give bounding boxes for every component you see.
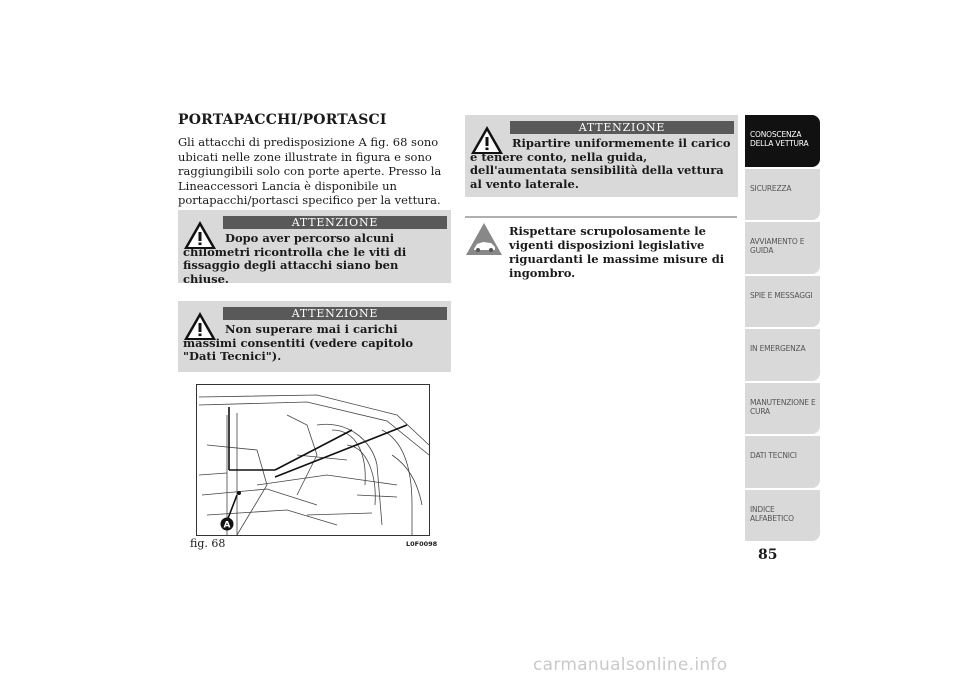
warning-text: Ripartire uniformemente il carico e tenere conto, nella guida, dell'aumentata sensibilità della vettura al vento laterale. <box>470 136 731 191</box>
tab-label: SPIE E MESSAGGI <box>750 290 813 300</box>
tab-label: MANUTENZIONE E CURA <box>750 397 816 416</box>
tab-label: IN EMERGENZA <box>750 344 806 353</box>
tab-dati-tecnici[interactable] <box>745 436 820 488</box>
page-number: 85 <box>758 547 778 563</box>
figure-marker-label: A <box>223 520 231 531</box>
divider <box>465 216 737 218</box>
chapter-tabs <box>745 115 820 543</box>
tab-avviamento-e-guida[interactable] <box>745 222 820 274</box>
warning-label: ATTENZIONE <box>223 216 447 229</box>
tab-label: AVVIAMENTO E GUIDA <box>750 237 805 255</box>
warning-label: ATTENZIONE <box>223 307 447 320</box>
car-interior-illustration <box>197 385 430 536</box>
figure-code: L0F0098 <box>406 540 438 548</box>
warning-text: Non superare mai i carichi massimi consentiti (vedere capitolo "Dati Tecnici"). <box>183 322 414 363</box>
tab-in-emergenza[interactable] <box>745 329 820 381</box>
tab-conoscenza-della-vettura[interactable] <box>745 115 820 167</box>
warning-label: ATTENZIONE <box>510 121 734 134</box>
tab-sicurezza[interactable] <box>745 169 820 221</box>
watermark: carmanualsonline.info <box>533 655 728 675</box>
car-warning-icon <box>465 222 503 256</box>
environment-note: Rispettare scrupolosamente le vigenti disposizioni legislative riguardanti le massime misure di ingombro. <box>509 224 725 280</box>
warning-box-2 <box>178 301 451 372</box>
tab-label: CONOSCENZA DELLA VETTURA <box>750 130 809 148</box>
tab-manutenzione-e-cura[interactable] <box>745 383 820 435</box>
section-title: PORTAPACCHI/PORTASCI <box>178 112 387 128</box>
roof-rack-figure <box>196 384 430 536</box>
tab-label: SICUREZZA <box>750 183 792 193</box>
tab-spie-e-messaggi[interactable] <box>745 276 820 328</box>
intro-paragraph: Gli attacchi di predisposizione A fig. 68 sono ubicati nelle zone illustrate in figura e sono raggiungibili solo con porte aperte. Presso la Lineaccessori Lancia è disponibile un portapacchi/portasci specifico per la vettura. <box>178 135 442 207</box>
tab-label: INDICE ALFABETICO <box>750 504 794 523</box>
tab-label: DATI TECNICI <box>750 451 797 460</box>
warning-box-1 <box>178 210 451 286</box>
tab-indice-alfabetico[interactable] <box>745 490 820 542</box>
warning-box-3 <box>465 115 738 197</box>
figure-caption: fig. 68 <box>190 537 226 550</box>
warning-text: Dopo aver percorso alcuni chilometri ricontrolla che le viti di fissaggio degli attacchi siano ben chiuse. <box>183 231 407 286</box>
